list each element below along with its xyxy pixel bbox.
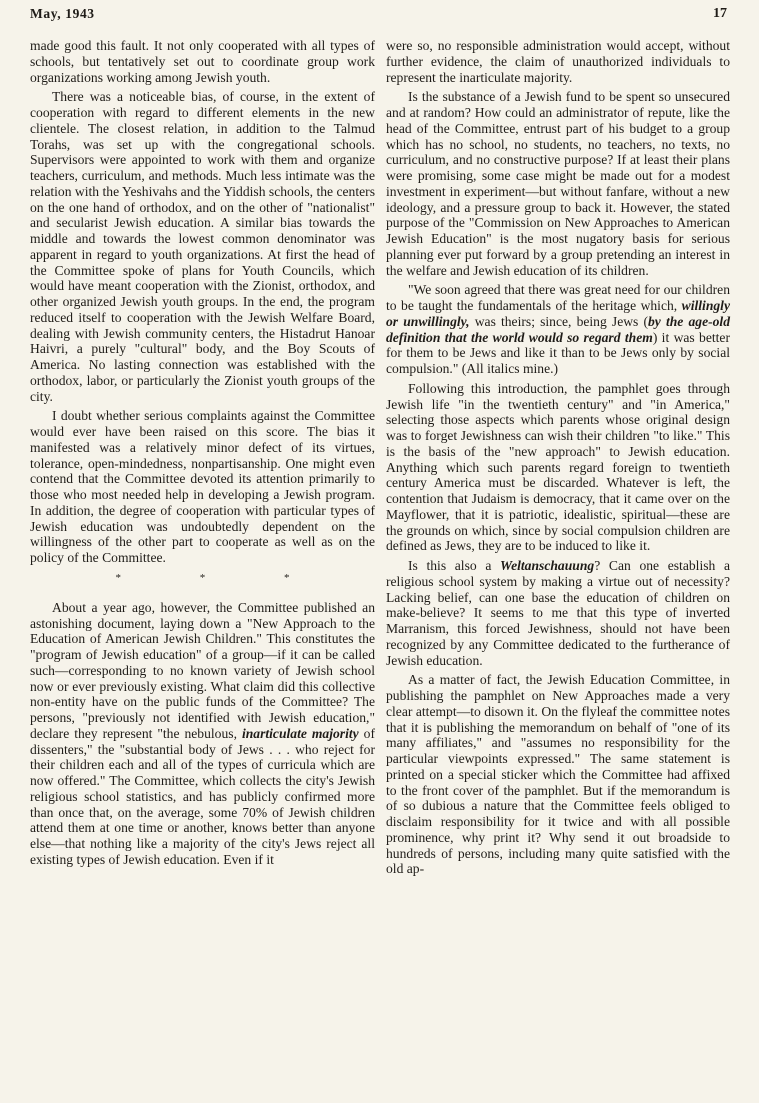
paragraph: Following this introduction, the pamphlet goes through Jewish life "in the twentieth century" and "in America," selecting those aspects which parents whose original design was to forget Jewishness can wish their children "to like." This is the basis of the "new approach" to Jewish education. Anything which such parents regard foreign to twentieth century America must be discarded. Whatever is left, the contention that Judaism is democracy, that it came over on the Mayflower, that it is patriotic, idealistic, spiritual—these are the grounds on which, since by social compulsion children are defined as Jews, they are to be induced to like it.	[386, 380, 730, 554]
left-column	[30, 38, 375, 872]
page-number: 17	[713, 6, 727, 21]
running-head: May, 1943	[30, 6, 95, 21]
page-header	[30, 6, 727, 26]
italic-phrase: Weltanschauung	[500, 558, 595, 573]
text-run: ? Can one establish a religious school system by making a virtue out of necessity? Lacking belief, can one base the education of children on make-believe? It seems to me that this type of inverted Marranism, this forced Jewishness, should not have been recognized by any Committee dedicated to the furtherance of Jewish education.	[386, 558, 730, 668]
paragraph: There was a noticeable bias, of course, in the extent of cooperation with regard to different elements in the new clientele. The closest relation, in addition to the Talmud Torahs, was set up with the congregational schools. Supervisors were appointed to work with them and organize teachers, curriculum, and methods. Much less intimate was the relation with the Yeshivahs and the Yiddish schools, the centers on the one hand of orthodox, and on the other of "nationalist" and secularist Jewish education. A similar bias towards the middle and towards the lowest common denominator was apparent in regard to youth organizations. At first the head of the Committee spoke of plans for Youth Councils, which would have meant cooperation with the Zionist, orthodox, and other organized Jewish youth groups. In the end, the program reduced itself to cooperation with the Jewish Welfare Board, dealing with Jewish community centers, the Histadrut Hanoar Haivri, a purely "cultural" body, and the Boy Scouts of America. No lasting connection was established with the orthodox, labor, or particularly the Zionist youth groups of the city.	[30, 89, 375, 404]
paragraph	[30, 600, 375, 868]
paragraph: I doubt whether serious complaints against the Committee would ever have been raised on this score. The bias it manifested was a relatively minor defect of its virtues, tolerance, open-mindedness, nonpartisanship. One might even contend that the Committee devoted its attention primarily to those who most needed help in developing a Jewish program. In addition, the degree of cooperation with particular types of Jewish education was undoubtedly dependent on the willingness of the other part to cooperate as well as on the policy of the Committee.	[30, 408, 375, 565]
text-run: of dissenters," the "substantial body of Jews . . . who reject for their children each and all of the types of curricula which are now offered." The Committee, which collects the city's Jewish religious school statistics, and has publicly confirmed more than once that, on the average, some 70% of Jewish children attend them at one time or another, knows better than anyone else—that nothing like a majority of the city's Jews reject all existing types of Jewish education. Even if it	[30, 725, 375, 867]
paragraph: made good this fault. It not only cooperated with all types of schools, but tentatively set out to coordinate group work organizations working among Jewish youth.	[30, 38, 375, 85]
italic-phrase: inarticulate majority	[241, 725, 359, 741]
paragraph: Is the substance of a Jewish fund to be spent so unsecured and at random? How could an administrator of repute, like the head of the Committee, entrust part of his budget to a group which has no school, no students, no teachers, no texts, no curriculum, and no constructive purpose? If at least their plans were promising, some case might be made out for a modest investment in experiment—but without fanfare, without a new ideology, and a pressure group to back it. However, the stated purpose of the "Commission on New Approaches to American Jewish Education" is the most nugatory basis for serious planning ever put forward by a group pretending an interest in the welfare and Jewish education of its children.	[386, 89, 730, 278]
text-run: About a year ago, however, the Committee published an astonishing document, laying down a "New Approach to the Education of American Jewish Children." This constitutes the "program of Jewish education" of a group—if it can be called such—corresponding to no known variety of Jewish school now or ever previously existing. What claim did this collective non-entity have on the public funds of the Committee? The persons, "previously not identified with Jewish education," declare they represent "the nebulous,	[30, 599, 375, 741]
right-column	[386, 38, 730, 881]
paragraph	[386, 282, 730, 377]
italic-phrase: by the age-old definition that the world would so regard them	[386, 313, 730, 345]
text-run: ) it was better for them to be Jews and like it than to be Jews only by social compulsion." (All italics mine.)	[386, 329, 730, 376]
text-run: was theirs; since, being Jews (	[469, 313, 648, 329]
text-run: Is this also a	[408, 558, 501, 573]
paragraph: were so, no responsible administration would accept, without further evidence, the claim of unauthorized individuals to represent the inarticulate majority.	[386, 38, 730, 85]
paragraph	[386, 558, 730, 668]
italic-phrase: willingly or unwillingly,	[386, 298, 730, 329]
paragraph: As a matter of fact, the Jewish Education Committee, in publishing the pamphlet on New Approaches made a very clear attempt—to disown it. On the flyleaf the committee notes that it is publishing the memorandum on behalf of "one of its many affiliates," and "assumes no responsibility for the particular viewpoints expressed." The same statement is printed on a special sticker which the Committee had affixed to the front cover of the pamphlet. But if the memorandum is of so dubious a nature that the Committee feels obliged to disclaim responsibility for it twice and with all possible prominence, why print it? Why send it out broadside to hundreds of persons, including many quite satisfied with the old ap-	[386, 672, 730, 877]
section-divider: * * *	[115, 571, 328, 584]
text-run: "We soon agreed that there was great need for our children to be taught the fundamentals of the heritage which,	[386, 282, 730, 313]
